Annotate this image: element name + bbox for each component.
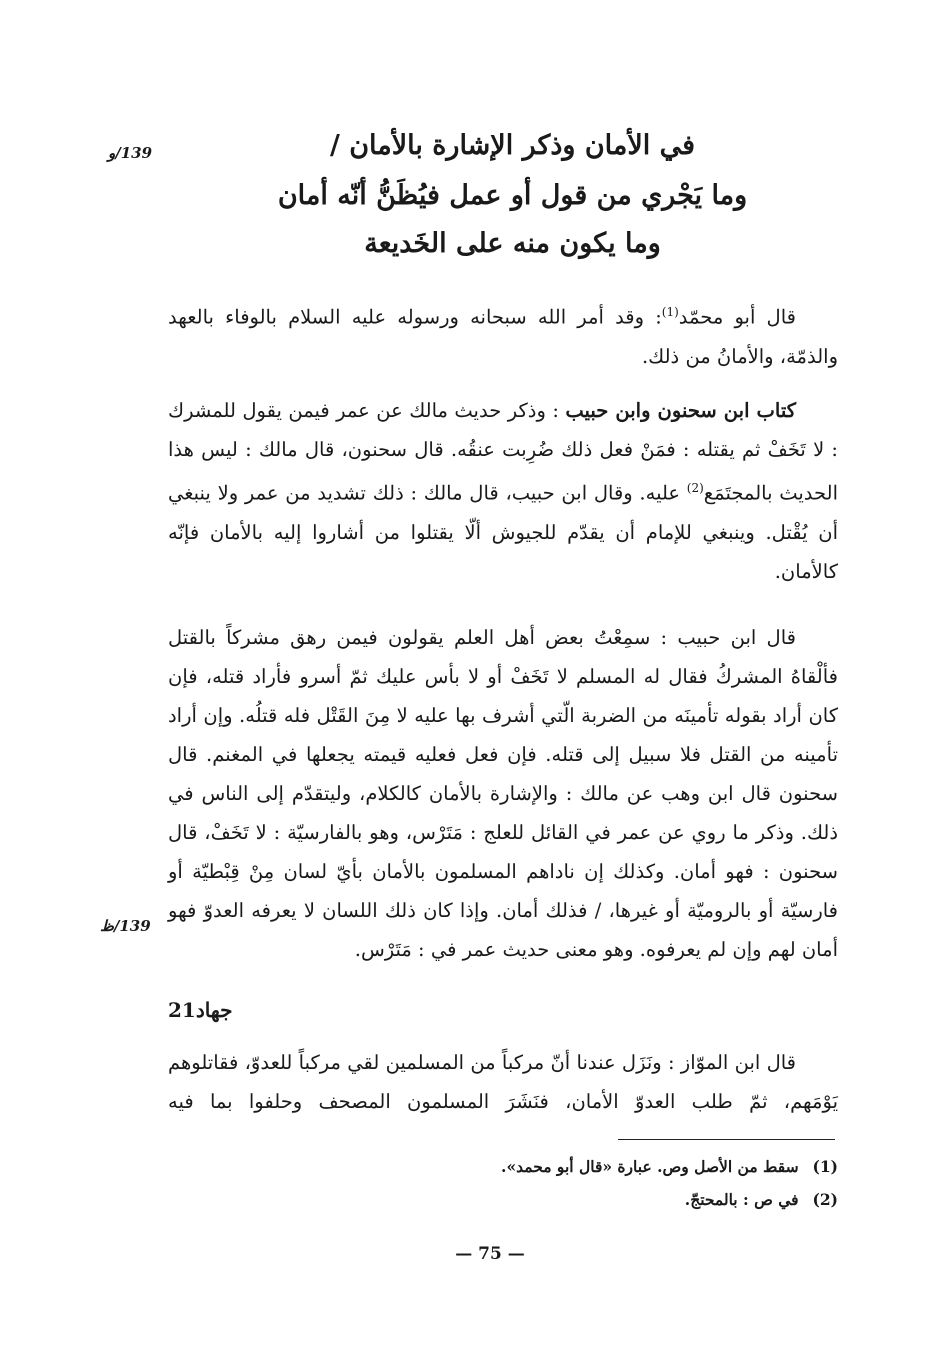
footnote-1-number: (1) — [812, 1157, 838, 1176]
paragraph-1 — [168, 293, 838, 376]
chapter-heading-line-1: في الأمان وذكر الإشارة بالأمان / — [329, 130, 696, 161]
para4-text: قال ابن الموّاز : ونَزَل عندنا أنّ مركباً من المسلمين لقي مركباً للعدوّ، فقاتلوهم يَوْمَهم، ثمّ طلب العدوّ الأمان، فنَشَرَ المسلمون المصحف وحلفوا بما فيه — [168, 1051, 838, 1113]
chapter-heading-line-3: وما يكون منه على الخَديعة — [364, 228, 661, 259]
para2-text-a: : وذكر حديث مالك عن عمر فيمن يقول للمشرك : لا تَخَفْ ثم يقتله : فمَنْ فعل ذلك ضُرِبت عنقُه. قال سحنون، قال مالك : ليس هذا الحديث بالمجتَمَع — [168, 399, 838, 505]
page-number: — 75 — — [455, 1244, 525, 1264]
footnote-2-number: (2) — [812, 1190, 838, 1209]
paragraph-3 — [168, 618, 838, 969]
para2-text-b: عليه. وقال ابن حبيب، قال مالك : ذلك تشديد من عمر ولا ينبغي أن يُقْتل. وينبغي للإمام أن يقدّم للجيوش ألّا يقتلوا من أشاروا إليه بالأمان فإنّه كالأمان. — [168, 481, 838, 583]
footnote-ref-2: (2) — [686, 481, 704, 495]
para1-text-b: : وقد أمر الله سبحانه ورسوله عليه السلام بالوفاء بالعهد والذمّة، والأمانُ من ذلك. — [168, 305, 838, 368]
paragraph-4 — [168, 1043, 838, 1121]
footnote-2 — [300, 1190, 838, 1209]
footnote-1 — [300, 1157, 838, 1176]
source-citation: كتاب ابن سحنون وابن حبيب — [565, 399, 797, 422]
footnote-divider — [618, 1139, 835, 1140]
signature-code: جهاد21 — [168, 998, 233, 1022]
para1-text-a: قال أبو محمّد — [678, 305, 796, 329]
folio-marker-recto: 139/و — [108, 144, 153, 162]
footnote-ref-1: (1) — [661, 305, 679, 319]
footnote-1-text: سقط من الأصل وص. عبارة «قال أبو محمد». — [501, 1157, 799, 1176]
paragraph-2 — [168, 391, 838, 591]
footnote-2-text: في ص : بالمحتجّ. — [684, 1190, 799, 1209]
chapter-heading-line-2: وما يَجْري من قول أو عمل فيُظَنُّ أنّه أمان — [277, 180, 748, 211]
para3-text: قال ابن حبيب : سمِعْتُ بعض أهل العلم يقولون فيمن رهق مشركاً بالقتل فألْقاهُ المشركُ فقال له المسلم لا تَخَفْ أو لا بأس عليك ثمّ أسرو فأراد قتله، فإن كان أراد بقوله تأمينَه من الضربة الّتي أشرف بها عليه لا مِنَ القَتْل فله قتلُه. وإن أراد تأمينه من القتل فلا سبيل إلى قتله. فإن فعل فعليه قيمته يجعلها في المغنم. قال سحنون قال ابن وهب عن مالك : والإشارة بالأمان كالكلام، وليتقدّم إلى الناس في ذلك. وذكر ما روي عن عمر في القائل للعلج : مَتَرْس، وهو بالفارسيّة : لا تَخَفْ، قال سحنون : فهو أمان. وكذلك إن ناداهم المسلمون بالأمان بأيّ لسان مِنْ قِبْطيّة أو فارسيّة أو بالروميّة أو غيرها، / فذلك أمان. وإذا كان ذلك اللسان لا يعرفه العدوّ فهو أمان لهم وإن لم يعرفوه. وهو معنى حديث عمر في : مَتَرْس. — [168, 626, 838, 961]
folio-marker-verso: 139/ظ — [100, 917, 151, 935]
